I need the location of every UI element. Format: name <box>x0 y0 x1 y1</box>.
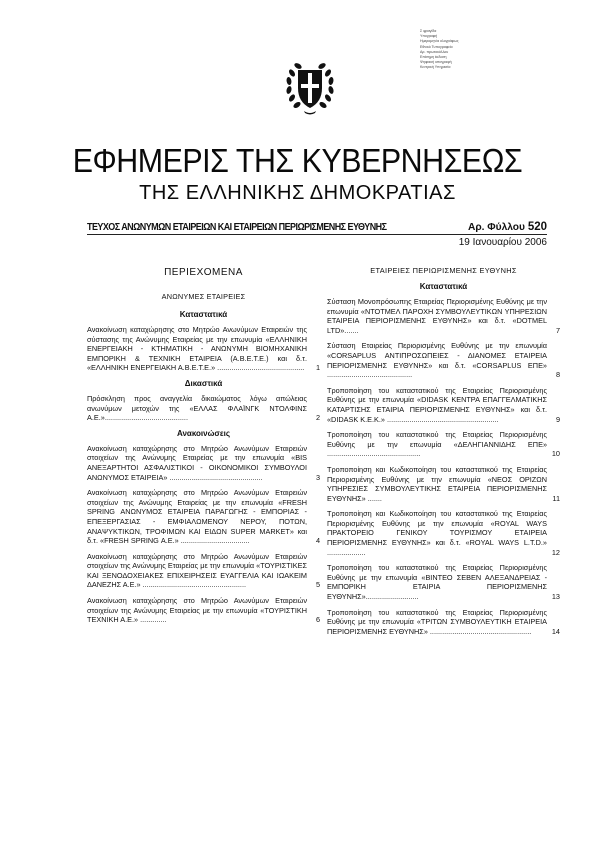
stamp-line: Κεντρική Υπηρεσία <box>420 65 451 70</box>
toc-entry[interactable] <box>327 608 560 637</box>
stamp-line: Επίσημη έκδοση <box>420 55 447 60</box>
sheet-number <box>468 221 547 234</box>
toc-entry-text: Ανακοίνωση καταχώρησης στο Μητρώο Ανωνύμων Εταιρειών στοιχείων της Ανώνυμης Εταιρείας με την επωνυμία «ΤΟΥΡΙΣΤΙΚΕΣ ΚΑΙ ΞΕΝΟΔΟΧΕΙΑΚΕΣ ΕΠΙΧΕΙΡΗΣΕΙΣ ΕΥΑΓΓΕΛΙΑ ΚΑΙ ΙΩΑΚΕΙΜ ΔΑΝΕΖΗΣ Α.Ε.» ................................................... <box>87 551 307 590</box>
gazette-subtitle: ΤΗΣ ΕΛΛΗΝΙΚΗΣ ΔΗΜΟΚΡΑΤΙΑΣ <box>139 182 456 204</box>
toc-entry-page: 14 <box>551 626 560 636</box>
toc-entry[interactable] <box>327 297 560 335</box>
toc-right-column <box>327 266 560 642</box>
sheet-label: Αρ. Φύλλου <box>467 222 525 233</box>
toc-entry-text: Πρόσκληση προς αναγγελία δικαιώματος λόγω απώλειας ανωνύμων μετοχών της «ΕΛΛΑΣ ΦΛΑΪΝΓΚ ΝΤΟΛΦΙΝΣ Α.Ε.»......................................... <box>87 393 307 423</box>
toc-entry-text: Τροποποίηση του καταστατικού της Εταιρείας Περιορισμένης Ευθύνης με την επωνυμία «ΔΕΛΗΓΙΑΝΝΙΔΗΣ ΕΠΕ» .............................................. <box>327 430 547 459</box>
toc-entry-page: 9 <box>555 414 560 424</box>
subsection-title: Δικαστικά <box>184 378 223 388</box>
subsection-title: Ανακοινώσεις <box>176 428 230 438</box>
toc-entry-page: 11 <box>552 493 560 503</box>
stamp-line: Ψηφιακή υπογραφή <box>420 60 452 65</box>
toc-entry[interactable] <box>87 325 320 373</box>
toc-entry-page: 12 <box>551 547 560 557</box>
gazette-title: ΕΦΗΜΕΡΙΣ ΤΗΣ ΚΥΒΕΡΝΗΣΕΩΣ <box>72 142 523 179</box>
toc-entry-page: 1 <box>315 363 320 373</box>
stamp-line: Υπογραφή <box>420 34 438 39</box>
toc-entry-text: Τροποποίηση και Κωδικοποίηση του καταστατικού της Εταιρείας Περιορισμένης Ευθύνης με την επωνυμία «ΝΕΟΣ ΟΡΙΖΩΝ ΥΠΗΡΕΣΙΕΣ ΣΥΜΒΟΥΛΕΥΤΙΚΗΣ ΕΤΑΙΡΕΙΑ ΠΕΡΙΟΡΙΣΜΕΝΗΣ ΕΥΘΥΝΗΣ» ....... <box>327 464 547 503</box>
toc-entry-text: Τροποποίηση του καταστατικού της Εταιρείας Περιορισμένης Ευθύνης με την επωνυμία «ΒΙΝΤΕΟ ΣΕΒΕΝ ΑΛΕΞΑΝΔΡΕΙΑΣ - ΕΜΠΟΡΙΚΗ ΕΤΑΙΡΙΑ ΠΕΡΙΟΡΙΣΜΕΝΗΣ ΕΥΘΥΝΗΣ».......................... <box>327 563 547 602</box>
subsection-title: Καταστατικά <box>419 282 468 291</box>
toc-entry-text: Ανακοίνωση καταχώρησης στο Μητρώο Ανωνύμων Εταιρειών στοιχείων της Ανώνυμης Εταιρείας με την επωνυμία «ΤΟΥΡΙΣΤΙΚΗ ΤΕΧΝΙΚΗ Α.Ε.» ............. <box>87 596 307 625</box>
toc-entry[interactable] <box>327 341 560 379</box>
toc-entry-page: 7 <box>555 325 560 335</box>
toc-entry-page: 13 <box>551 592 560 602</box>
toc-entry[interactable] <box>87 596 320 625</box>
toc-entry-text: Ανακοίνωση καταχώρησης στο Μητρώο Ανωνύμων Εταιρειών στοιχείων της Ανώνυμης Εταιρείας με την επωνυμία «FRESH SPRING ΑΝΩΝΥΜΟΣ ΕΤΑΙΡΕΙΑ ΠΑΡΑΓΩΓΗΣ - ΕΜΠΟΡΙΑΣ - ΕΠΕΞΕΡΓΑΣΙΑΣ - ΕΜΦΙΑΛΩΜΕΝΟΥ ΝΕΡΟΥ, ΠΟΤΩΝ, ΑΝΑΨΥΚΤΙΚΩΝ, ΤΡΟΦΙΜΩΝ ΚΑΙ ΕΙΔΩΝ SUPER MARKET» και δ.τ. «FRESH SPRING Α.Ε.» .................................. <box>87 488 307 546</box>
toc-left-column <box>87 266 320 631</box>
toc-entry-text: Τροποποίηση και Κωδικοποίηση του καταστατικού της Εταιρείας Περιορισμένης Ευθύνης με την επωνυμία «ROYAL WAYS ΠΡΑΚΤΟΡΕΙΟ ΓΕΝΙΚΟΥ ΤΟΥΡΙΣΜΟΥ ΕΤΑΙΡΕΙΑ ΠΕΡΙΟΡΙΣΜΕΝΗΣ ΕΥΘΥΝΗΣ» και δ.τ. «ROYAL WAYS L.T.D.» ................... <box>327 509 547 557</box>
issue-line <box>87 221 547 234</box>
toc-entry[interactable] <box>87 488 320 546</box>
toc-entry-page: 2 <box>315 413 320 423</box>
toc-entry[interactable] <box>327 563 560 601</box>
toc-heading: ΠΕΡΙΕΧΟΜΕΝΑ <box>164 267 243 278</box>
toc-entry-page: 5 <box>315 580 320 590</box>
toc-entry-text: Τροποποίηση του καταστατικού της Εταιρείας Περιορισμένης Ευθύνης με την επωνυμία «DIDASK ΚΕΝΤΡΑ ΕΠΑΓΓΕΛΜΑΤΙΚΗΣ ΚΑΤΑΡΤΙΣΗΣ ΕΤΑΙΡΙΑ ΠΕΡΙΟΡΙΣΜΕΝΗΣ ΕΥΘΥΝΗΣ» και δ.τ. «DIDASK Κ.Ε.Κ.» ....................................................... <box>327 385 547 424</box>
toc-entry-page: 4 <box>315 536 320 546</box>
stamp-line: Εθνικό Τυπογραφείο <box>420 44 453 49</box>
toc-entry[interactable] <box>327 430 560 459</box>
toc-entry[interactable] <box>87 394 320 423</box>
toc-entry-text: Ανακοίνωση καταχώρησης στο Μητρώο Ανωνύμων Εταιρειών στοιχείων της Ανώνυμης Εταιρείας με την επωνυμία «BIS ΑΝΕΞΑΡΤΗΤΟΙ ΑΣΦΑΛΙΣΤΙΚΟΙ - ΟΙΚΟΝΟΜΙΚΟΙ ΣΥΜΒΟΥΛΟΙ ΑΝΩΝΥΜΟΣ ΕΤΑΙΡΕΙΑ» .............................................. <box>87 443 307 482</box>
toc-entry-text: Σύσταση Μονοπρόσωπης Εταιρείας Περιορισμένης Ευθύνης με την επωνυμία «ΝΤΟΤΜΕΛ ΠΑΡΟΧΗ ΣΥΜΒΟΥΛΕΥΤΙΚΩΝ ΥΠΗΡΕΣΙΩΝ ΕΤΑΙΡΕΙΑ ΠΕΡΙΟΡΙΣΜΕΝΗΣ ΕΥΘΥΝΗΣ» και δ.τ. «DOTMEL LTD»....... <box>327 297 547 335</box>
toc-entry-text: Ανακοίνωση καταχώρησης στο Μητρώο Ανωνύμων Εταιρειών της σύστασης της Ανώνυμης Εταιρείας με την επωνυμία «ΕΛΛΗΝΙΚΗ ΕΝΕΡΓΕΙΑΚΗ - ΚΤΗΜΑΤΙΚΗ - ΑΝΩΝΥΜΗ ΒΙΟΜΗΧΑΝΙΚΗ ΕΜΠΟΡΙΚΗ & ΤΕΧΝΙΚΗ ΕΤΑΙΡΕΙΑ (Α.Β.Ε.Τ.Ε.) και δ.τ. «ΕΛΛΗΝΙΚΗ ΕΝΕΡΓΕΙΑΚΗ Α.Β.Ε.Τ.Ε.» ........................................... <box>87 325 307 373</box>
toc-entry-page: 3 <box>315 472 320 482</box>
issue-date: 19 Ιανουαρίου 2006 <box>458 237 547 248</box>
subsection-title: Καταστατικά <box>179 310 228 319</box>
toc-entry[interactable] <box>327 465 560 503</box>
stamp-line: Σ φραγίδα <box>420 29 437 33</box>
toc-entry-text: Τροποποίηση του καταστατικού της Εταιρείας Περιορισμένης Ευθύνης με την επωνυμία «ΤΡΙΤΩΝ ΣΥΜΒΟΥΛΕΥΤΙΚΗ ΕΤΑΙΡΕΙΑ ΠΕΡΙΟΡΙΣΜΕΝΗΣ ΕΥΘΥΝΗΣ» .................................................. <box>327 607 547 636</box>
toc-groups <box>87 310 320 625</box>
toc-entry[interactable] <box>327 386 560 424</box>
greek-coat-of-arms <box>282 58 338 116</box>
sheet-number-value: 520 <box>527 221 547 233</box>
toc-entry-page: 8 <box>555 370 560 380</box>
toc-groups <box>327 282 560 636</box>
section-title: ΑΝΩΝΥΜΕΣ ΕΤΑΙΡΕΙΕΣ <box>161 292 246 301</box>
toc-entry-page: 10 <box>551 449 560 459</box>
toc-entry-text: Σύσταση Εταιρείας Περιορισμένης Ευθύνης με την επωνυμία «CORSAPLUS ΑΝΤΙΠΡΟΣΩΠΕΙΕΣ - ΔΙΑΝΟΜΕΣ ΕΤΑΙΡΕΙΑ ΠΕΡΙΟΡΙΣΜΕΝΗΣ ΕΥΘΥΝΗΣ» και δ.τ. «CORSAPLUS ΕΠΕ» .......................................... <box>327 341 547 380</box>
toc-entry-page: 6 <box>315 615 320 625</box>
toc-entry[interactable] <box>327 509 560 557</box>
issue-type: ΤΕΥΧΟΣ ΑΝΩΝΥΜΩΝ ΕΤΑΙΡΕΙΩΝ ΚΑΙ ΕΤΑΙΡΕΙΩΝ ΠΕΡΙΩΡΙΣΜΕΝΗΣ ΕΥΘΥΝΗΣ <box>87 222 387 233</box>
toc-entry[interactable] <box>87 552 320 590</box>
toc-entry[interactable] <box>87 444 320 482</box>
digital-signature-stamp <box>420 29 482 71</box>
section-title: ΕΤΑΙΡΕΙΕΣ ΠΕΡΙΩΡΙΣΜΕΝΗΣ ΕΥΘΥΝΗΣ <box>370 266 517 275</box>
header-divider <box>87 234 547 235</box>
stamp-line: Αρ. πρωτοκόλλου <box>420 49 449 54</box>
stamp-line: Ημερομηνία ολογράφως <box>420 39 459 44</box>
